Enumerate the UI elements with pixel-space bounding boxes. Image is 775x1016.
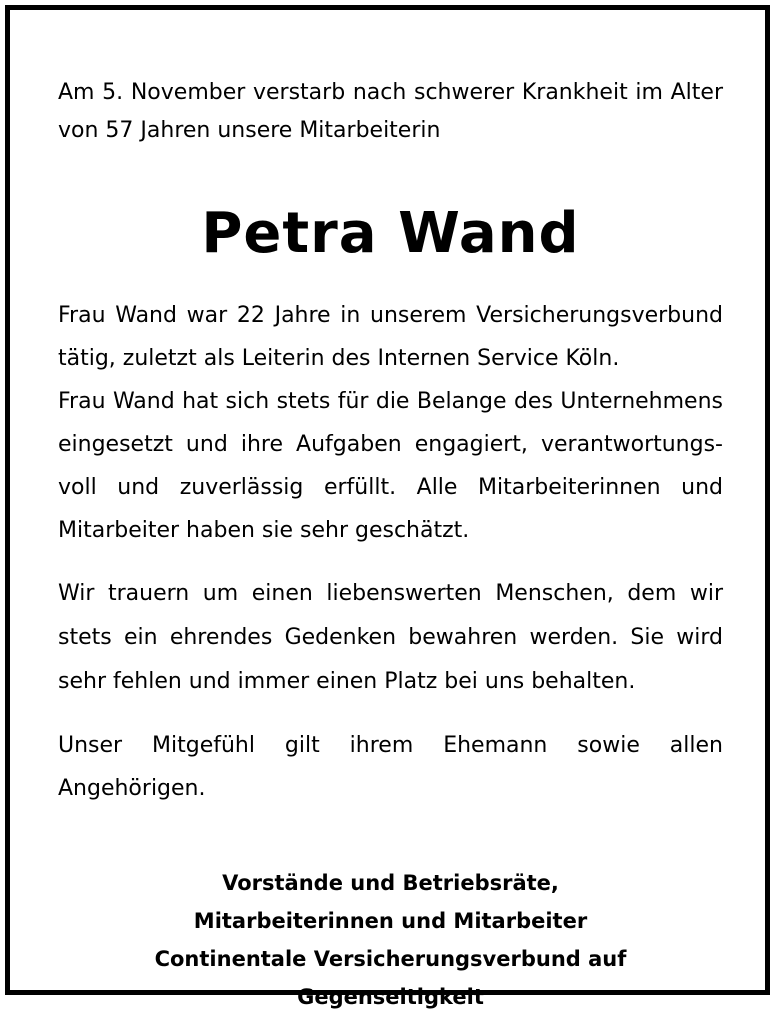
paragraph-career (58, 294, 723, 380)
signature-line: Continentale Versicherungsverbund auf Gegenseitigkeit (154, 947, 627, 1009)
text-line: sehr fehlen und immer einen Platz bei uns behalten. (58, 669, 636, 694)
text-line: Mitarbeiter haben sie sehr geschätzt. (58, 518, 470, 543)
paragraph-tribute (58, 380, 723, 552)
signature-line: Mitarbeiterinnen und Mitarbeiter (193, 909, 588, 933)
text-line: Unser Mitgefühl gilt ihrem Ehemann sowie allen Angehörigen. (58, 733, 723, 801)
text-line: eingesetzt und ihre Aufgaben engagiert, verantwortungs- (58, 432, 723, 457)
text-line: Wir trauern um einen liebenswerten Menschen, dem wir (58, 581, 723, 606)
signature-block (58, 864, 723, 1016)
paragraph-mourning (58, 572, 723, 704)
text-line: voll und zuverlässig erfüllt. Alle Mitarbeiterinnen und (58, 475, 723, 500)
text-line: Frau Wand hat sich stets für die Belange des Unternehmens (58, 389, 723, 414)
obituary-notice (58, 74, 723, 1016)
signature-line: Vorstände und Betriebsräte, (222, 871, 559, 895)
intro-line: von 57 Jahren unsere Mitarbeiterin (58, 118, 441, 143)
intro-line: Am 5. November verstarb nach schwerer Krankheit im Alter (58, 80, 723, 105)
text-line: stets ein ehrendes Gedenken bewahren werden. Sie wird (58, 625, 723, 650)
deceased-name: Petra Wand (201, 201, 580, 266)
paragraph-condolence (58, 724, 723, 810)
notice-border-frame (5, 5, 770, 1009)
text-line: tätig, zuletzt als Leiterin des Internen Service Köln. (58, 346, 620, 371)
text-line: Frau Wand war 22 Jahre in unserem Versicherungsverbund (58, 303, 723, 328)
intro-text (58, 74, 723, 150)
